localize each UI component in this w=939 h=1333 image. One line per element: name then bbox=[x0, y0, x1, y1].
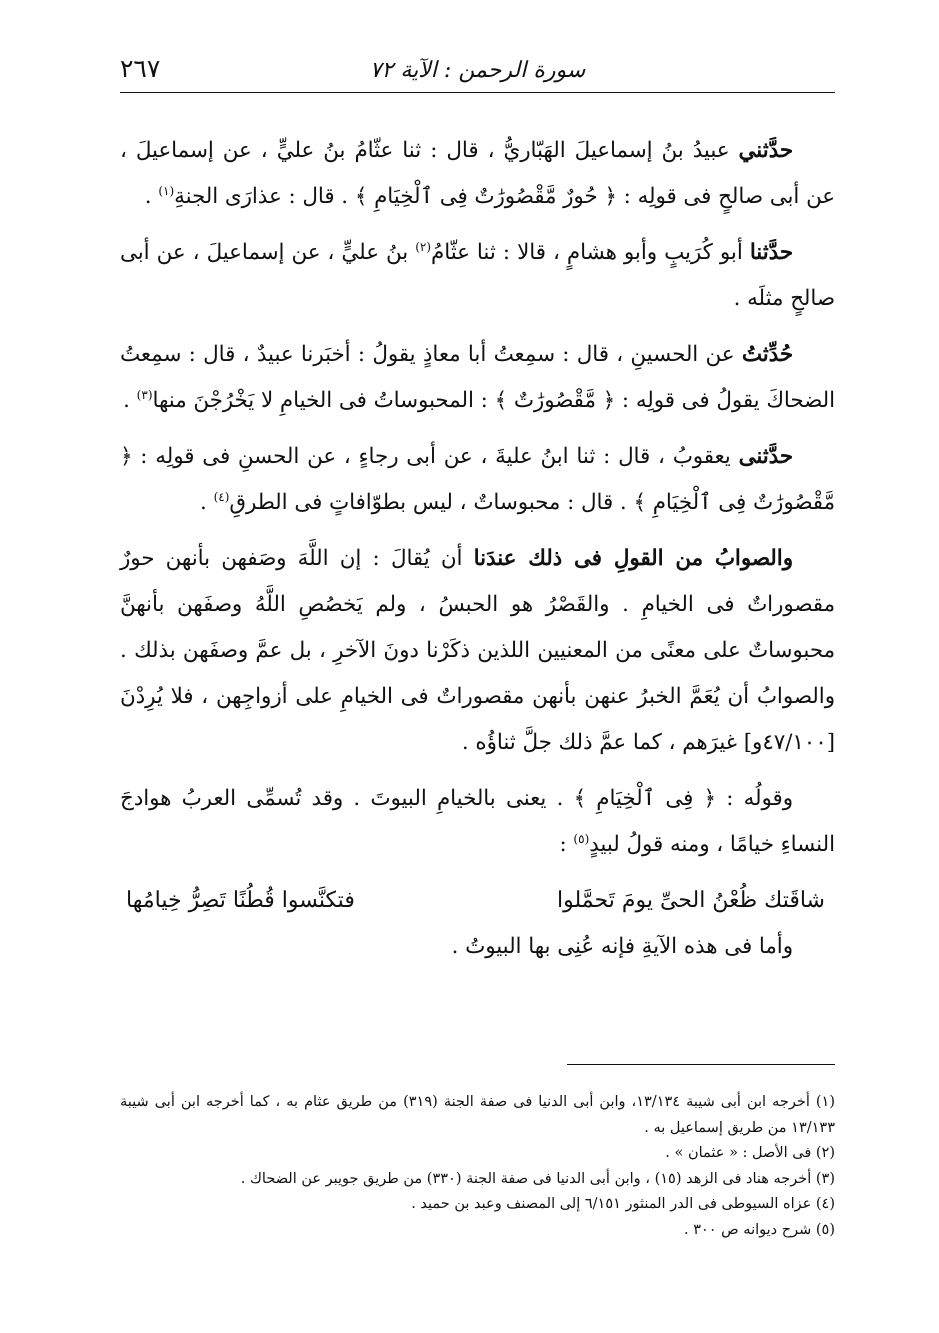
paragraph-text: يعقوبُ ، قال : ثنا ابنُ عليةَ ، عن أبى رجاءٍ ، عن الحسنِ فى قولِه : bbox=[132, 444, 739, 469]
paragraph bbox=[120, 434, 835, 526]
paragraph-lead-word: حدَّثنا bbox=[749, 240, 793, 265]
paragraph-text: . قال : محبوساتٌ ، ليس بطوّافاتٍ فى الطرقِ bbox=[229, 490, 634, 515]
paragraph-text: . يعنى بالخيامِ البيوتَ . وقد تُسمِّى العربُ هوادجَ النساءِ خيامًا ، ومنه قولُ لبيدٍ bbox=[120, 786, 835, 857]
paragraph bbox=[120, 332, 835, 424]
verse-second-hemistich: فتكنَّسوا قُطُنًا تَصِرُّ خِيامُها bbox=[126, 888, 355, 913]
paragraphs bbox=[120, 128, 835, 868]
quran-quote: ﴿ حُورٌ مَّقْصُورَٰتٌ فِى ٱلْخِيَامِ ﴾ bbox=[354, 184, 617, 209]
footnote-divider bbox=[567, 1064, 835, 1065]
footnote-marker: (٢) bbox=[415, 239, 432, 254]
quran-quote: ﴿ مَّقْصُورَٰتٌ فِى ٱلْخِيَامِ ﴾ bbox=[120, 444, 835, 515]
footnote-marker: (١) bbox=[158, 183, 175, 198]
paragraph-after-verse: وأما فى هذه الآيةِ فإنه عُنِى بها البيوتُ . bbox=[451, 934, 793, 959]
quran-quote: ﴿ مَّقْصُورَٰتٌ ﴾ bbox=[494, 388, 616, 413]
footnote: (٥) شرح ديوانه ص ٣٠٠ . bbox=[683, 1221, 835, 1238]
paragraph-lead-word: حدَّثنى bbox=[738, 444, 794, 469]
paragraph-lead-word: والصوابُ من القولِ فى ذلك عندَنا bbox=[473, 546, 793, 571]
paragraph-text: وقولُه : bbox=[715, 786, 793, 811]
footnote-marker: (٥) bbox=[573, 831, 590, 846]
footnote-marker: (٣) bbox=[136, 387, 153, 402]
page-number: ٢٦٧ bbox=[120, 54, 161, 83]
paragraph bbox=[120, 536, 835, 766]
running-title: سورة الرحمن : الآية ٧٢ bbox=[369, 58, 586, 83]
quran-quote: ﴿ فِى ٱلْخِيَامِ ﴾ bbox=[573, 786, 716, 811]
paragraph-text: أبو كُرَيبٍ وأبو هشامٍ ، قالا : ثنا عثّامُ bbox=[431, 240, 750, 265]
footnote: (١) أخرجه ابن أبى شيبة ١٣/١٣٤، وابن أبى الدنيا فى صفة الجنة (٣١٩) من طريق عثام به ، كما أخرجه ابن أبى شيبة ١٣/١٣٣ من طريق إسماعيل به . bbox=[120, 1094, 836, 1136]
paragraph-text: عن الحسينِ ، قال : سمِعتُ أبا معاذٍ يقولُ : أخبَرنا عبيدٌ ، قال : سمِعتُ الضحاكَ يقولُ فى قولِه : bbox=[120, 342, 835, 413]
paragraph-lead-word: حُدِّثتُ bbox=[741, 342, 793, 367]
paragraph-text: . bbox=[144, 184, 159, 209]
main-text bbox=[120, 128, 835, 976]
footnotes bbox=[120, 1090, 835, 1243]
paragraph-text: [٤٧/١٠٠و] bbox=[743, 730, 835, 755]
paragraph-text: عبيدُ بنُ إسماعيلَ الهَبّاريُّ ، قال : ثنا عثّامُ بنُ عليٍّ ، عن إسماعيلَ ، عن أبى صالحٍ فى قولِه : bbox=[120, 138, 835, 209]
paragraph-text: بنُ عليٍّ ، عن إسماعيلَ ، عن أبى صالحٍ مثلَه . bbox=[120, 240, 835, 311]
paragraph-text: غيرَهم ، كما عمَّ ذلك جلَّ ثناؤُه . bbox=[461, 730, 744, 755]
footnote: (٤) عزاه السيوطى فى الدر المنثور ٦/١٥١ إلى المصنف وعبد بن حميد . bbox=[411, 1196, 835, 1212]
poetry-verse bbox=[120, 878, 835, 924]
paragraph-text: . bbox=[123, 388, 137, 413]
footnote: (٣) أخرجه هناد فى الزهد (١٥) ، وابن أبى الدنيا فى صفة الجنة (٣٣٠) من طريق جويبر عن الضحاك . bbox=[240, 1170, 835, 1187]
paragraph bbox=[120, 128, 835, 220]
paragraph-text: أن يُقالَ : إن اللَّهَ وصَفهن بأنهن حورٌ مقصوراتٌ فى الخيامِ . والقَصْرُ هو الحبسُ ، ولم يَخصُصِ اللَّهُ وصفَهن بأنهنَّ محبوساتٌ على معنًى من المعنيين اللذين ذكَرْنا دونَ الآخرِ ، بل عمَّ وصفَهن بذلك . والصوابُ أن يُعَمَّ الخبرُ عنهن بأنهن مقصوراتٌ فى الخيامِ على أزواجِهن ، فلا يُرِدْنَ bbox=[120, 546, 835, 709]
paragraph bbox=[120, 230, 835, 322]
paragraph-lead-word: حدَّثني bbox=[738, 138, 793, 163]
paragraph-text: . قال : عذارَى الجنةِ bbox=[174, 184, 355, 209]
paragraph bbox=[120, 776, 835, 868]
paragraph-text: : bbox=[559, 832, 574, 857]
verse-first-hemistich: شاقَتك ظُعْنُ الحىِّ يومَ تَحمَّلوا bbox=[557, 888, 825, 913]
paragraph-text: : المحبوساتُ فى الخيامِ لا يَخْرُجْنَ منها bbox=[152, 388, 495, 413]
footnote-marker: (٤) bbox=[213, 489, 230, 504]
paragraph-text: . bbox=[200, 490, 214, 515]
footnote: (٢) فى الأصل : « عثمان » . bbox=[665, 1145, 835, 1161]
page-header bbox=[120, 48, 835, 93]
